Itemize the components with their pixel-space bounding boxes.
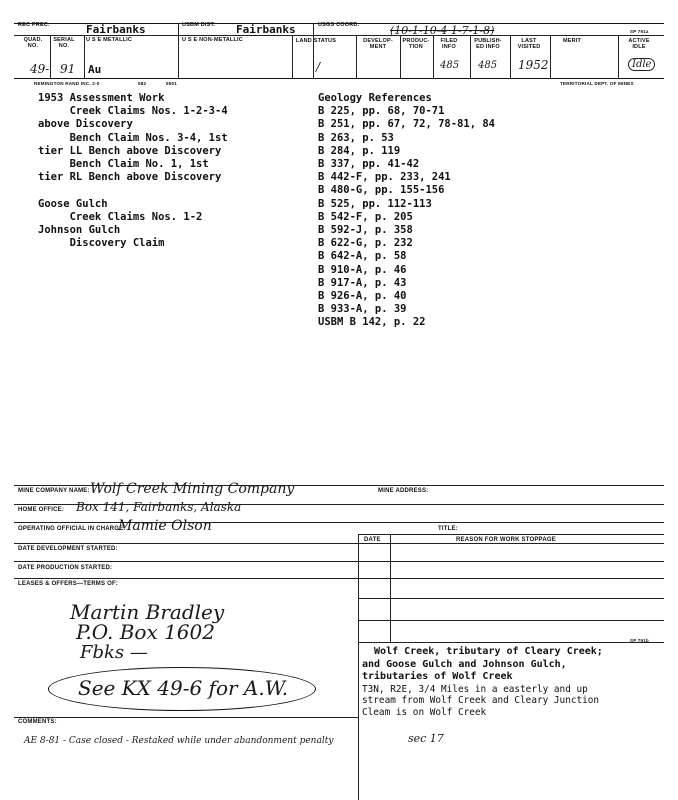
geology-title: Geology References xyxy=(318,92,432,104)
claims-line: Creek Claims Nos. 1-2-3-4 xyxy=(38,105,228,118)
claims-list xyxy=(38,92,228,250)
form-number-2: SP 791b xyxy=(630,638,649,643)
form-number: SP 791a xyxy=(630,29,649,34)
geology-ref: USBM B 142, p. 22 xyxy=(318,316,426,329)
col-production-label: PRODUC-TION xyxy=(402,38,430,50)
printer-name: REMINGTON RAND INC. 2-0 xyxy=(34,81,100,86)
geology-ref: B 442-F, pp. 233, 241 xyxy=(318,171,451,184)
claims-line xyxy=(38,184,228,197)
leases-hand-3: Fbks — xyxy=(80,642,148,663)
location-line: tributaries of Wolf Creek xyxy=(362,671,513,683)
last-visited-value: 1952 xyxy=(518,58,549,72)
published-info-value: 485 xyxy=(478,60,498,71)
claims-line: tier RL Bench above Discovery xyxy=(38,171,222,184)
usbm-dist-value: Fairbanks xyxy=(236,23,296,36)
date-column-label: DATE xyxy=(364,537,381,543)
geology-ref: B 933-A, p. 39 xyxy=(318,303,407,316)
col-active-idle-label: ACTIVE IDLE xyxy=(628,38,650,50)
claims-line: Goose Gulch xyxy=(38,197,108,210)
col-metallic-label: U S E METALLIC xyxy=(86,37,133,43)
quad-number: 49- xyxy=(30,62,50,76)
claims-line: Discovery Claim xyxy=(38,237,165,250)
col-development-label: DEVELOP-MENT xyxy=(363,38,393,50)
comments-label: COMMENTS: xyxy=(18,719,57,725)
claims-line: tier LL Bench above Discovery xyxy=(38,144,222,157)
geology-ref: B 542-F, p. 205 xyxy=(318,210,413,223)
location-line: stream from Wolf Creek and Cleary Junction xyxy=(362,695,600,707)
leases-hand-1: Martin Bradley xyxy=(70,600,225,624)
leases-hand-2: P.O. Box 1602 xyxy=(76,620,215,644)
leases-label: LEASES & OFFERS—TERMS OF: xyxy=(18,581,119,587)
col-merit-label: MERIT xyxy=(562,38,582,44)
location-block xyxy=(362,646,603,719)
geology-ref: B 225, pp. 68, 70-71 xyxy=(318,105,445,118)
production-started-label: DATE PRODUCTION STARTED: xyxy=(18,565,113,571)
location-line: and Goose Gulch and Johnson Gulch, xyxy=(362,658,567,670)
claims-line: Bench Claim No. 1, 1st xyxy=(38,158,209,171)
col-filed-info-label: FILED INFO xyxy=(440,38,458,50)
geology-ref: B 642-A, p. 58 xyxy=(318,250,407,263)
geology-references xyxy=(318,92,495,330)
col-quad-label: QUAD. NO. xyxy=(23,37,43,49)
location-line: Cleam is on Wolf Creek xyxy=(362,706,487,718)
printer-code-1: 582 xyxy=(138,81,147,86)
comments-value: AE 8-81 - Case closed - Restaked while under abandonment penalty xyxy=(24,736,334,746)
col-last-visited-label: LAST VISITED xyxy=(517,38,541,50)
mine-address-label: MINE ADDRESS: xyxy=(378,488,429,494)
col-land-status-label: LAND STATUS xyxy=(295,38,337,44)
geology-ref: B 251, pp. 67, 72, 78-81, 84 xyxy=(318,118,496,131)
claims-line: Johnson Gulch xyxy=(38,224,121,237)
home-office-label: HOME OFFICE: xyxy=(18,507,65,513)
location-line: Wolf Creek, tributary of Cleary Creek; xyxy=(362,646,603,657)
section-note: sec 17 xyxy=(408,732,444,745)
department-name: TERRITORIAL DEPT. OF MINES xyxy=(560,81,634,86)
reason-column-label: REASON FOR WORK STOPPAGE xyxy=(456,537,556,543)
geology-ref: B 910-A, p. 46 xyxy=(318,263,407,276)
geology-ref: B 592-J, p. 358 xyxy=(318,224,413,237)
operating-official-value: Mamie Olson xyxy=(118,518,212,534)
claims-line: Creek Claims Nos. 1-2 xyxy=(38,210,203,223)
col-serial-label: SERIAL NO. xyxy=(53,37,75,49)
claims-line: Bench Claim Nos. 3-4, 1st xyxy=(38,131,228,144)
geology-ref: B 284, p. 119 xyxy=(318,144,401,157)
serial-number: 91 xyxy=(60,62,76,76)
title-label: TITLE: xyxy=(438,526,458,532)
location-line: T3N, R2E, 3/4 Miles in a easterly and up xyxy=(362,683,588,695)
claims-line: above Discovery xyxy=(38,118,133,131)
active-idle-value: Idle xyxy=(628,58,655,71)
mine-company-value: Wolf Creek Mining Company xyxy=(90,481,295,497)
filed-info-value: 485 xyxy=(440,60,460,71)
rec-prec-label: REC PREC. xyxy=(18,22,50,28)
metallic-value: Au xyxy=(88,63,102,76)
rec-prec-value: Fairbanks xyxy=(86,23,146,36)
see-note-text: See KX 49-6 for A.W. xyxy=(78,676,289,700)
usbm-dist-label: USBM DIST. xyxy=(182,22,216,28)
geology-ref: B 622-G, p. 232 xyxy=(318,237,413,250)
printer-code-2: 5501 xyxy=(166,81,178,86)
col-published-info-label: PUBLISH-ED INFO xyxy=(474,38,502,50)
geology-ref: B 263, p. 53 xyxy=(318,131,394,144)
land-status-value: / xyxy=(316,60,321,74)
mine-company-label: MINE COMPANY NAME: xyxy=(18,488,90,494)
col-nonmetallic-label: U S E NON-METALLIC xyxy=(182,37,243,43)
geology-ref: B 525, pp. 112-113 xyxy=(318,197,432,210)
home-office-value: Box 141, Fairbanks, Alaska xyxy=(76,500,242,514)
geology-ref: B 337, pp. 41-42 xyxy=(318,158,420,171)
usgs-coord-label: USGS COORD. xyxy=(318,22,360,28)
usgs-coord-value: (10-1-10-4 1-7-1-8) xyxy=(390,24,495,37)
geology-ref: B 926-A, p. 40 xyxy=(318,290,407,303)
geology-ref: B 480-G, pp. 155-156 xyxy=(318,184,445,197)
operating-official-label: OPERATING OFFICIAL IN CHARGE: xyxy=(18,526,126,532)
claims-line: 1953 Assessment Work xyxy=(38,92,165,104)
development-started-label: DATE DEVELOPMENT STARTED: xyxy=(18,546,118,552)
geology-ref: B 917-A, p. 43 xyxy=(318,276,407,289)
